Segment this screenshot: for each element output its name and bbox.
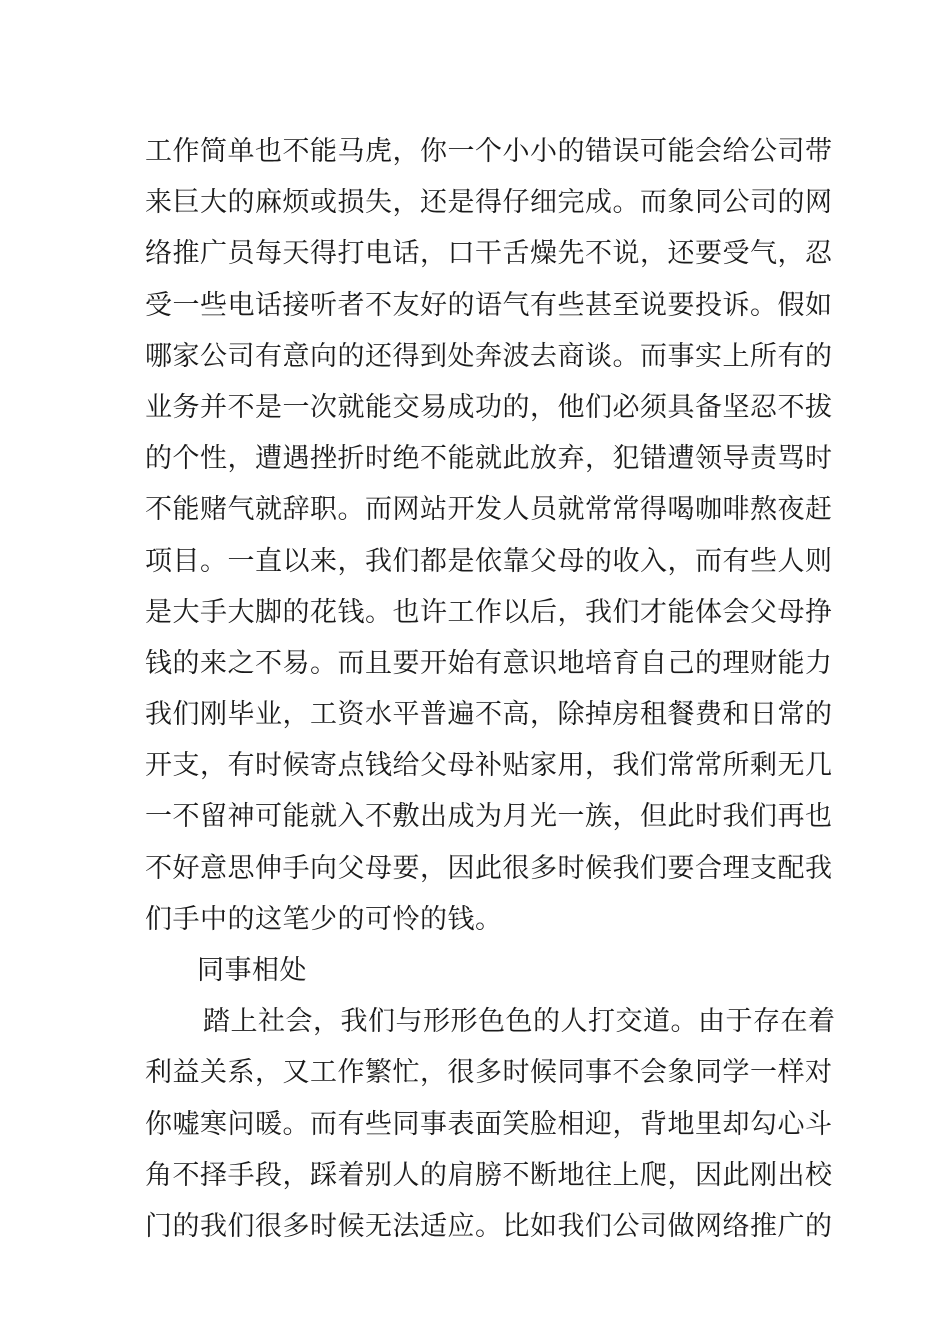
text-line: 开支，有时候寄点钱给父母补贴家用，我们常常所剩无几 [145,750,833,782]
text-line: 来巨大的麻烦或损失，还是得仔细完成。而象同公司的网 [145,187,833,219]
text-line: 络推广员每天得打电话，口干舌燥先不说，还要受气，忍 [145,238,833,270]
text-line: 角不择手段，踩着别人的肩膀不断地往上爬，因此刚出校 [145,1159,833,1191]
paragraph-colleagues [145,996,836,1252]
text-line: 钱的来之不易。而且要开始有意识地培育自己的理财能力 [145,647,833,679]
text-line: 踏上社会，我们与形形色色的人打交道。由于存在着 [203,1006,836,1038]
text-line: 哪家公司有意向的还得到处奔波去商谈。而事实上所有的 [145,340,833,372]
text-line: 不能赌气就辞职。而网站开发人员就常常得喝咖啡熬夜赶 [145,494,833,526]
text-line: 工作简单也不能马虎，你一个小小的错误可能会给公司带 [145,136,833,167]
text-line: 一不留神可能就入不敷出成为月光一族，但此时我们再也 [145,801,833,833]
document-body [145,126,836,1252]
text-line: 项目。一直以来，我们都是依靠父母的收入，而有些人则 [145,545,833,577]
text-line: 门的我们很多时候无法适应。比如我们公司做网络推广的 [145,1210,833,1242]
text-line: 是大手大脚的花钱。也许工作以后，我们才能体会父母挣 [145,596,833,628]
text-line: 你嘘寒问暖。而有些同事表面笑脸相迎，背地里却勾心斗 [145,1108,833,1140]
text-line: 我们刚毕业，工资水平普遍不高，除掉房租餐费和日常的 [145,699,833,731]
text-line: 利益关系，又工作繁忙，很多时候同事不会象同学一样对 [145,1057,833,1089]
text-line: 们手中的这笔少的可怜的钱。 [145,903,503,935]
text-line: 的个性，遭遇挫折时绝不能就此放弃，犯错遭领导责骂时 [145,443,833,475]
section-heading: 同事相处 [197,955,307,986]
text-line: 不好意思伸手向父母要，因此很多时候我们要合理支配我 [145,852,833,884]
text-line: 受一些电话接听者不友好的语气有些甚至说要投诉。假如 [145,289,833,321]
paragraph-finances [145,126,833,945]
text-line: 业务并不是一次就能交易成功的，他们必须具备坚忍不拔 [145,391,833,423]
